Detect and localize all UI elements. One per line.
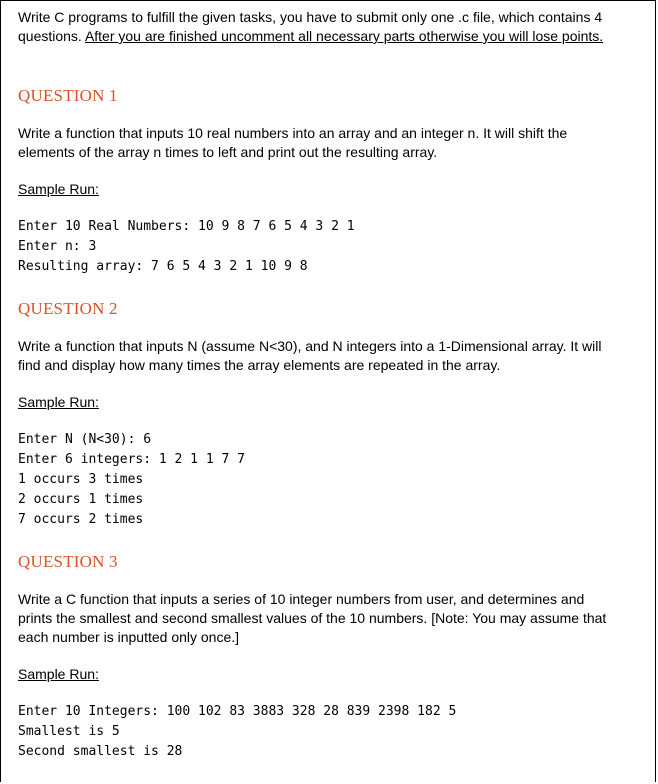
question-3-heading: QUESTION 3 [18,552,118,571]
question-1-sample-label: Sample Run: [18,181,99,197]
question-1-body: Write a function that inputs 10 real numbers into an array and an integer n. It will shift the elements of the array n times to left and print out the resulting array. [18,125,568,160]
intro-paragraph [18,8,633,46]
document-page [18,8,642,759]
output-line: Enter 6 integers: 1 2 1 1 7 7 [18,452,245,467]
intro-warning-text: After you are finished uncomment all necessary parts otherwise you will lose points. [84,28,604,44]
question-3-body: Write a C function that inputs a series of 10 integer numbers from user, and determines and prints the smallest and second smallest values of the 10 numbers. [Note: You may assume that each number is inputted only once.] [18,591,607,645]
output-line: 7 occurs 2 times [18,512,144,527]
output-line: Enter n: 3 [18,239,97,254]
question-3 [18,552,642,762]
intro-text: Write C programs to fulfill the given tasks, you have to submit only one .c file, which contains 4 questions. [18,9,603,44]
output-line: Enter 10 Real Numbers: 10 9 8 7 6 5 4 3 2 1 [18,219,355,234]
question-2 [18,299,642,530]
output-line: Enter 10 Integers: 100 102 83 3883 328 28 839 2398 182 5 [18,704,457,719]
question-1-heading: QUESTION 1 [18,86,118,105]
question-3-sample-label: Sample Run: [18,666,99,682]
output-line: Resulting array: 7 6 5 4 3 2 1 10 9 8 [18,259,308,274]
output-line: Enter N (N<30): 6 [18,432,152,447]
question-2-sample-label: Sample Run: [18,394,99,410]
question-2-sample-output [18,430,642,530]
question-2-heading: QUESTION 2 [18,299,118,318]
question-1-sample-output [18,217,642,277]
output-line: 2 occurs 1 times [18,492,144,507]
question-3-sample-output [18,702,642,762]
output-line: Smallest is 5 [18,724,120,739]
output-line: 1 occurs 3 times [18,472,144,487]
question-2-body: Write a function that inputs N (assume N<30), and N integers into a 1-Dimensional array. It will find and display how many times the array elements are repeated in the array. [18,338,602,373]
output-line: Second smallest is 28 [18,744,183,759]
question-1 [18,86,642,277]
